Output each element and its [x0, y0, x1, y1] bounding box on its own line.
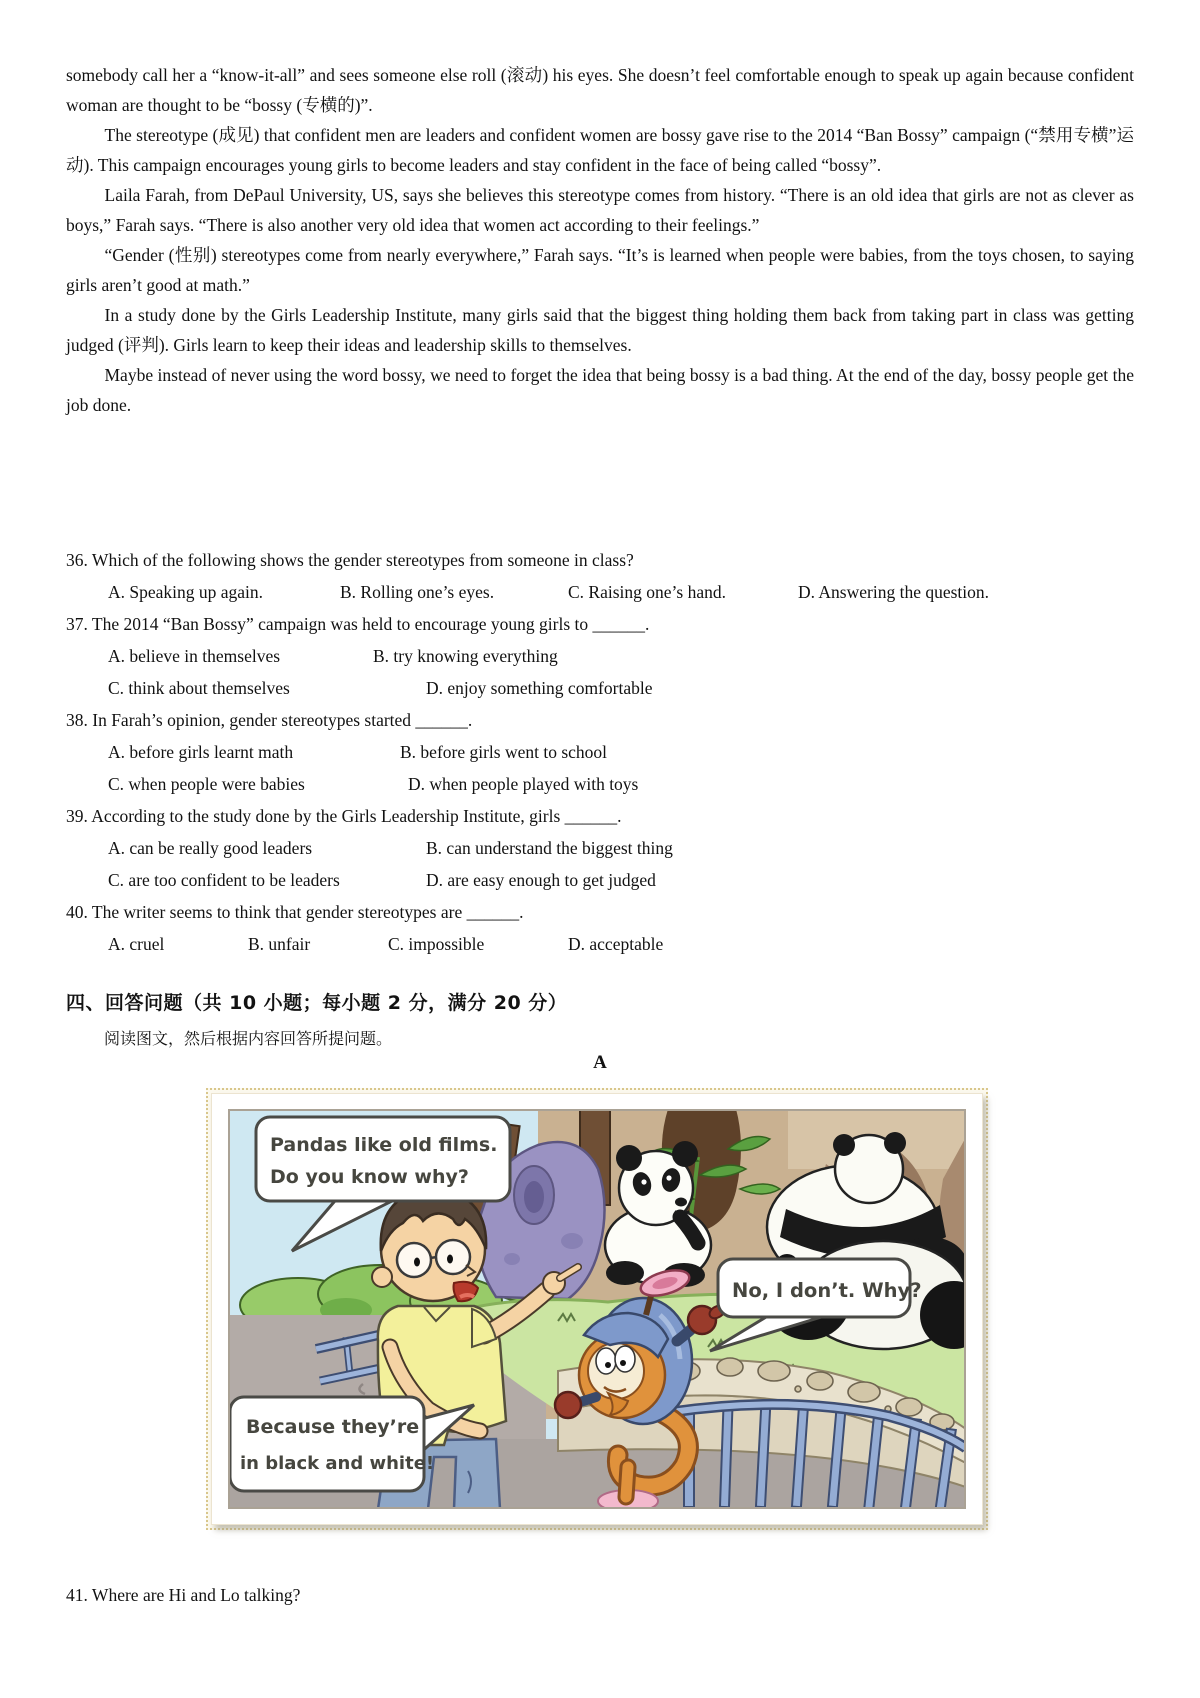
- option-c: C. when people were babies: [108, 774, 305, 794]
- option-d: D. acceptable: [568, 934, 664, 954]
- option-a: A. Speaking up again.: [108, 582, 264, 602]
- option-d: D. are easy enough to get judged: [426, 870, 656, 890]
- question-39-options-row1: [66, 832, 1156, 864]
- passage-paragraph: “Gender (性别) stereotypes come from nearly everywhere,” Farah says. “It’s is learned when people were babies, from the toys chosen, to saying girls aren’t good at math.”: [66, 245, 1134, 295]
- question-block: [66, 544, 1156, 960]
- option-b: B. unfair: [248, 934, 311, 954]
- question-38-options-row1: [66, 736, 1156, 768]
- option-b: B. before girls went to school: [400, 742, 608, 762]
- option-c: C. think about themselves: [108, 678, 290, 698]
- question-37: 37. The 2014 “Ban Bossy” campaign was held to encourage young girls to ______.: [66, 614, 650, 634]
- question-41: 41. Where are Hi and Lo talking?: [66, 1585, 301, 1605]
- comic-scan-border: [206, 1088, 988, 1530]
- question-37-options-row2: [66, 672, 1156, 704]
- question-39: 39. According to the study done by the Girls Leadership Institute, girls ______.: [66, 806, 622, 826]
- option-d: D. Answering the question.: [798, 582, 990, 602]
- passage-paragraph: somebody call her a “know-it-all” and sees someone else roll (滚动) his eyes. She doesn’t feel comfortable enough to speak up again because confident woman are thought to be “bossy (专横的)”.: [66, 65, 1134, 115]
- bubble-boy-text-line1: Pandas like old films.: [270, 1134, 498, 1156]
- part-a-label: A: [593, 1052, 607, 1073]
- option-a: A. before girls learnt math: [108, 742, 294, 762]
- option-c: C. impossible: [388, 934, 485, 954]
- bubble-answer-text-line1: Because they’re: [246, 1416, 420, 1438]
- question-36: 36. Which of the following shows the gender stereotypes from someone in class?: [66, 550, 634, 570]
- question-40-options: [66, 928, 1156, 960]
- question-38-options-row2: [66, 768, 1156, 800]
- section-4-instruction: 阅读图文，然后根据内容回答所提问题。: [104, 1031, 393, 1048]
- option-b: B. Rolling one’s eyes.: [340, 582, 495, 602]
- option-b: B. try knowing everything: [373, 646, 558, 666]
- question-38: 38. In Farah’s opinion, gender stereotypes started ______.: [66, 710, 473, 730]
- comic-illustration: [228, 1109, 966, 1509]
- option-c: C. Raising one’s hand.: [568, 582, 726, 602]
- bubble-answer-text-line2: in black and white!: [240, 1453, 435, 1474]
- option-d: D. enjoy something comfortable: [426, 678, 653, 698]
- question-39-options-row2: [66, 864, 1156, 896]
- question-40: 40. The writer seems to think that gender stereotypes are ______.: [66, 902, 524, 922]
- comic-photo-frame: [211, 1093, 983, 1525]
- option-a: A. believe in themselves: [108, 646, 281, 666]
- bubble-boy-text-line2: Do you know why?: [270, 1166, 469, 1188]
- section-4-title: 四、回答问题（共 10 小题；每小题 2 分，满分 20 分）: [66, 992, 568, 1014]
- passage-paragraph: The stereotype (成见) that confident men are leaders and confident women are bossy gave rise to the 2014 “Ban Bossy” campaign (“禁用专横”运动). This campaign encourages young girls to become leaders and stay confident in the face of being called “bossy”.: [66, 125, 1134, 175]
- question-37-options-row1: [66, 640, 1156, 672]
- option-a: A. can be really good leaders: [108, 838, 313, 858]
- option-a: A. cruel: [108, 934, 165, 954]
- passage-paragraph: Maybe instead of never using the word bossy, we need to forget the idea that being bossy is a bad thing. At the end of the day, bossy people get the job done.: [66, 365, 1134, 415]
- question-36-options: [66, 576, 1156, 608]
- reading-passage: [66, 60, 1134, 420]
- bubble-lo-text: No, I don’t. Why?: [732, 1279, 922, 1302]
- option-b: B. can understand the biggest thing: [426, 838, 673, 858]
- passage-paragraph: In a study done by the Girls Leadership Institute, many girls said that the biggest thing holding them back from taking part in class was getting judged (评判). Girls learn to keep their ideas and leadership skills to themselves.: [66, 305, 1134, 355]
- passage-paragraph: Laila Farah, from DePaul University, US, says she believes this stereotype comes from history. “There is an old idea that girls are not as clever as boys,” Farah says. “There is also another very old idea that women act according to their feelings.”: [66, 185, 1134, 235]
- option-c: C. are too confident to be leaders: [108, 870, 340, 890]
- option-d: D. when people played with toys: [408, 774, 639, 794]
